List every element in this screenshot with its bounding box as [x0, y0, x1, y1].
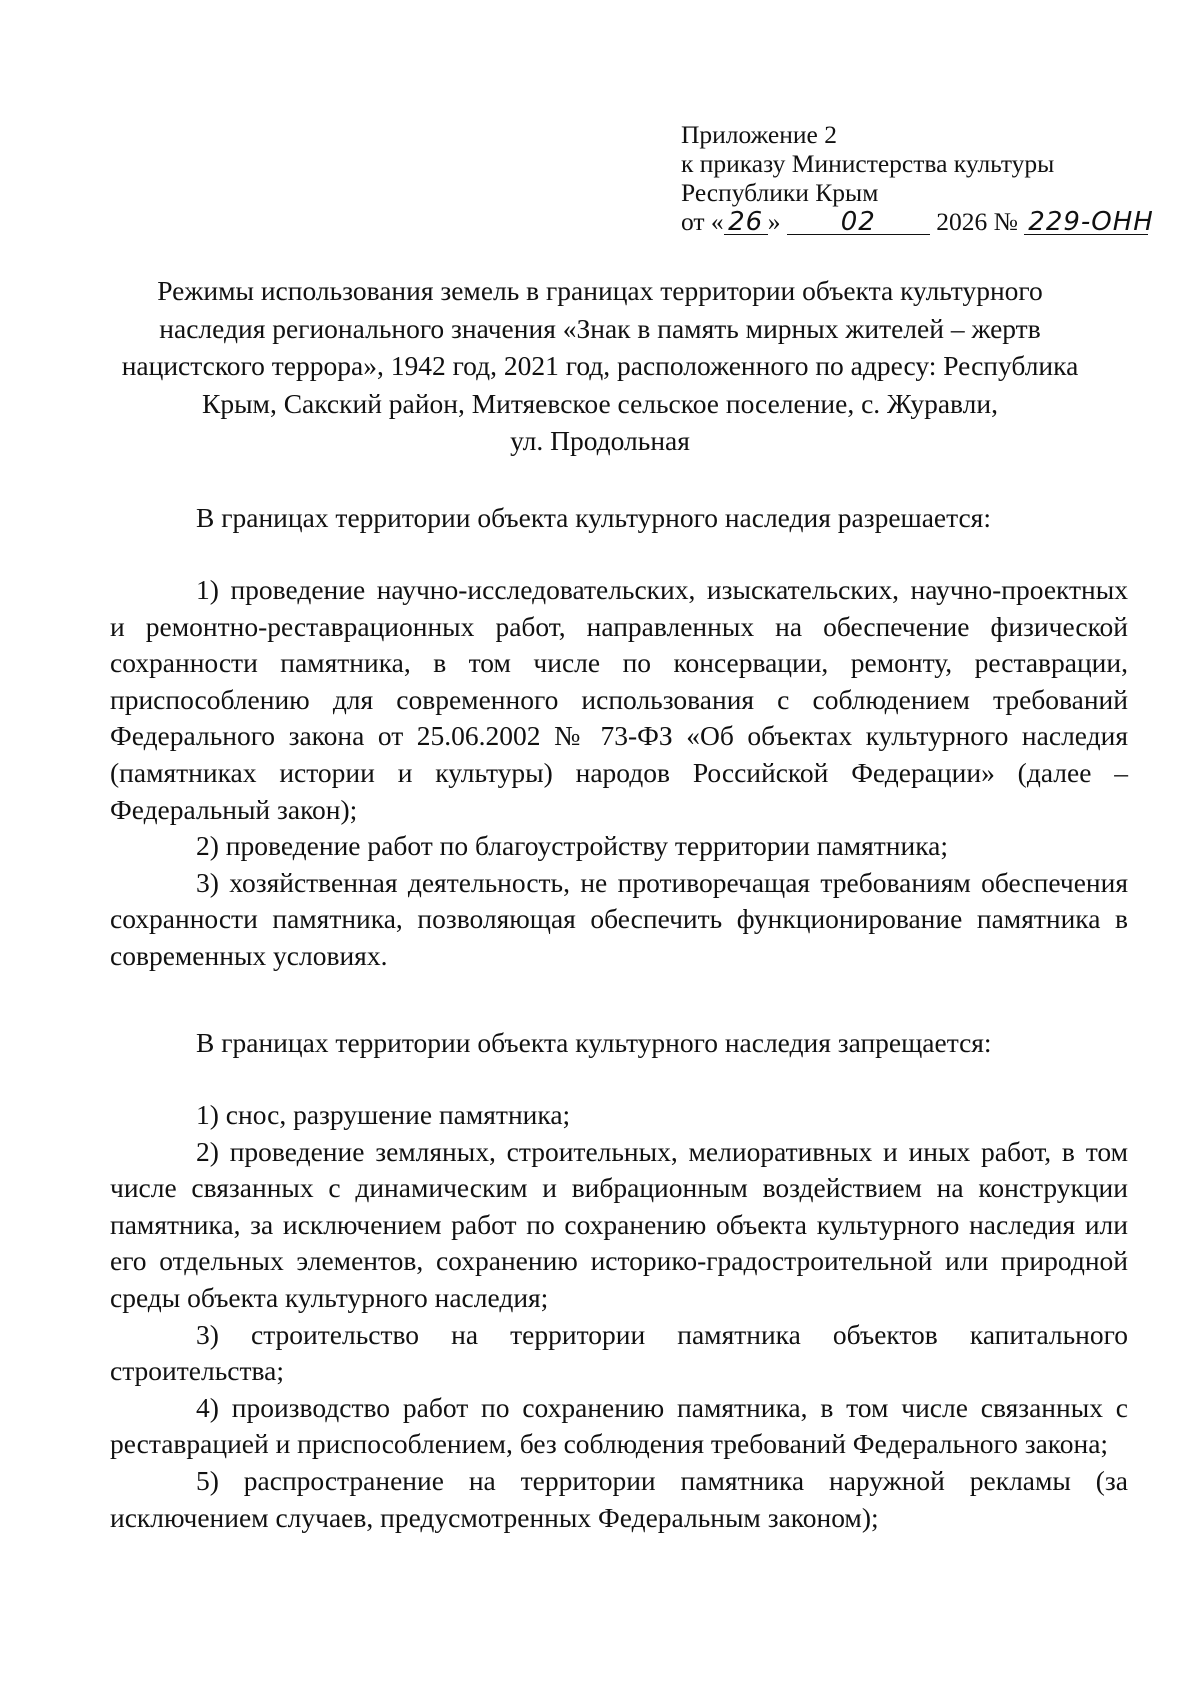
title-line-1: Режимы использования земель в границах территории объекта культурного — [157, 275, 1043, 306]
order-number-handwritten: 229-ОНН — [1024, 210, 1148, 235]
document-title — [100, 272, 1100, 460]
title-line-4: Крым, Сакский район, Митяевское сельское поселение, с. Журавли, — [201, 387, 998, 419]
allowed-heading-text: В границах территории объекта культурного наследия разрешается: — [196, 502, 991, 533]
appendix-line-2: к приказу Министерства культуры — [681, 149, 1055, 178]
prohibited-item-2: 2) проведение земляных, строительных, мелиоративных и иных работ, в том числе связанных с динамическим и вибрационным воздействием на конструкции памятника, за исключением работ по сохранению объекта культурного наследия или его отдельных элементов, сохранению историко-градостроительной или природной среды объекта культурного наследия; — [110, 1135, 1128, 1313]
date-prefix: от « — [681, 207, 724, 236]
prohibited-item-3: 3) строительство на территории памятника объектов капитального строительства; — [110, 1318, 1128, 1387]
title-line-3: нацистского террора», 1942 год, 2021 год, расположенного по адресу: Республика — [121, 350, 1079, 381]
allowed-heading — [110, 500, 1110, 536]
date-month-handwritten: 02 — [787, 210, 930, 235]
date-year: 2026 № — [936, 207, 1018, 236]
title-line-5: ул. Продольная — [510, 425, 690, 456]
date-mid: » — [767, 207, 781, 236]
allowed-list — [110, 572, 1128, 975]
prohibited-heading — [110, 1025, 1110, 1061]
prohibited-item-5: 5) распространение на территории памятника наружной рекламы (за исключением случаев, предусмотренных Федеральным законом); — [110, 1464, 1128, 1533]
appendix-line-1: Приложение 2 — [681, 120, 837, 149]
allowed-item-1: 1) проведение научно-исследовательских, изыскательских, научно-проектных и ремонтно-реставрационных работ, направленных на обеспечение физической сохранности памятника, в том числе по консервации, ремонту, реставрации, приспособлению для современного использования с соблюдением требований Федерального закона от 25.06.2002 № 73-ФЗ «Об объектах культурного наследия (памятниках истории и культуры) народов Российской Федерации» (далее – Федеральный закон); — [110, 574, 1128, 825]
prohibited-list — [110, 1097, 1128, 1536]
prohibited-item-1: 1) снос, разрушение памятника; — [196, 1099, 571, 1130]
date-day-handwritten: 26 — [724, 210, 768, 235]
allowed-item-3: 3) хозяйственная деятельность, не противоречащая требованиям обеспечения сохранности памятника, позволяющая обеспечить функционирование памятника в современных условиях. — [110, 866, 1128, 971]
allowed-item-2: 2) проведение работ по благоустройству территории памятника; — [196, 830, 949, 862]
prohibited-heading-text: В границах территории объекта культурного наследия запрещается: — [196, 1027, 992, 1058]
prohibited-item-4: 4) производство работ по сохранению памятника, в том числе связанных с реставрацией и приспособлением, без соблюдения требований Федерального закона; — [110, 1391, 1128, 1460]
appendix-date-line — [681, 207, 1161, 236]
appendix-header — [681, 120, 1161, 236]
appendix-line-3: Республики Крым — [681, 178, 879, 207]
title-line-2: наследия регионального значения «Знак в память мирных жителей – жертв — [159, 312, 1041, 344]
